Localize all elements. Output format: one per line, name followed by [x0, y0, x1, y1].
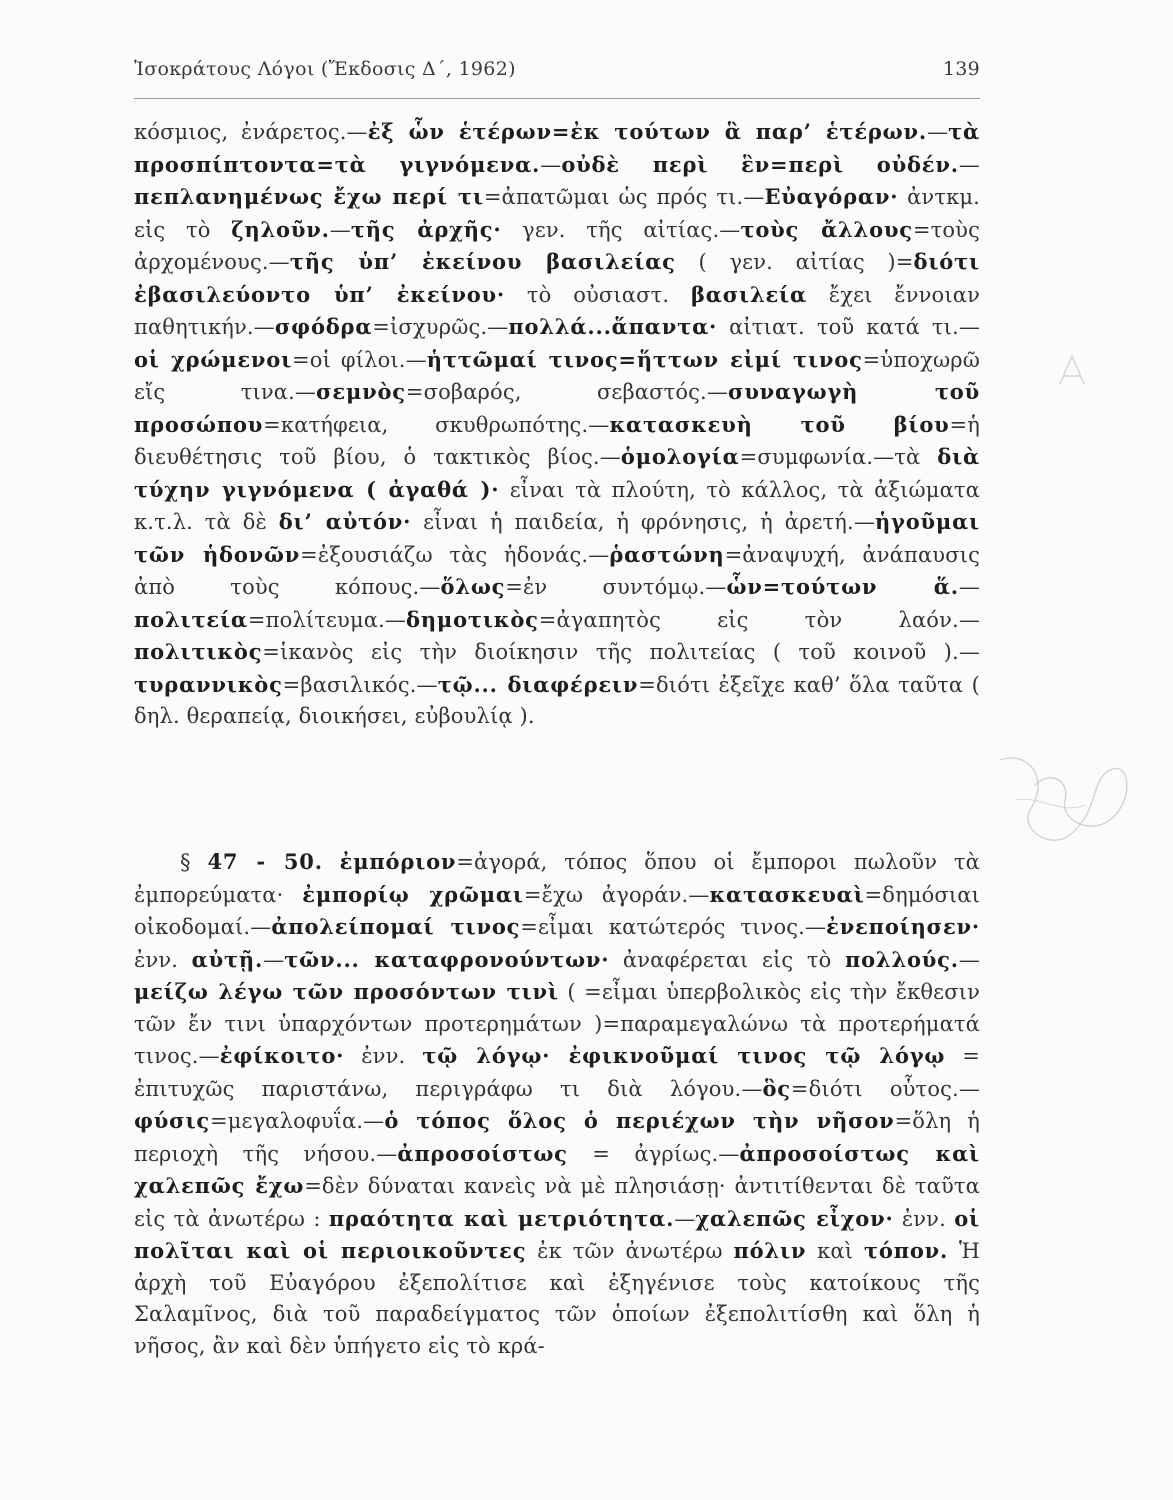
lemma: πολιτικὸς	[134, 639, 263, 664]
commentary-paragraph-2	[134, 846, 980, 1362]
gloss-text	[323, 850, 340, 874]
lemma: κατασκευαὶ	[709, 881, 865, 907]
lemma: οἱ χρώμενοι	[134, 346, 293, 372]
gloss-text: =ἀναψυχή, ἀνάπαυσις ἀπὸ τοὺς κόπους.—	[134, 542, 980, 599]
gloss-text: εἶναι τὰ πλούτη, τὸ κάλλος, τὰ ἀξιώματα κ.τ.λ. τὰ δὲ	[134, 477, 980, 534]
lemma: μείζω λέγω τῶν προσόντων τινὶ	[134, 979, 559, 1004]
lemma: ἐμπορίῳ χρῶμαι	[302, 881, 524, 907]
lemma: ἐνεποίησεν·	[826, 914, 980, 939]
gloss-text: =μεγαλοφυΐα.—	[210, 1109, 385, 1133]
gloss-text: =ὅλη ἡ περιοχὴ τῆς νήσου.—	[134, 1109, 980, 1166]
gloss-text: =διότι ἐξεῖχε καθ’ ὅλα ταῦτα ( δηλ. θεραπείᾳ, διοικήσει, εὐβουλίᾳ ).	[134, 672, 980, 728]
lemma: σεμνὸς	[316, 379, 406, 404]
gloss-text: —	[674, 1206, 696, 1231]
lemma: διότι ἐβασιλεύοντο ὑπ’ ἐκείνου·	[134, 249, 980, 307]
lemma: πόλιν	[733, 1238, 807, 1263]
gloss-text: =κατήφεια, σκυθρωπότης.—	[263, 412, 610, 437]
gloss-text: =ἡ διευθέτησις τοῦ βίου, ὁ τακτικὸς βίος.—	[134, 412, 980, 469]
gloss-text: καὶ	[806, 1239, 864, 1263]
gloss-text: —	[329, 217, 351, 242]
gloss-text: = ἐπιτυχῶς παριστάνω, περιγράφω τι διὰ λόγου.—	[134, 1044, 980, 1101]
lemma: Εὐαγόραν·	[764, 184, 899, 209]
gloss-text: —	[958, 575, 980, 599]
gloss-text: =συμφωνία.—τὰ	[739, 445, 938, 469]
lemma: πολλούς.	[844, 946, 959, 972]
lemma: ὃς	[762, 1075, 791, 1101]
gloss-text: ἐνν.	[344, 1044, 423, 1068]
gloss-text: ἐκ τῶν ἀνωτέρω	[526, 1239, 734, 1263]
lemma: ὅλως	[440, 574, 506, 599]
gloss-text: =ὑποχωρῶ εἴς τινα.—	[134, 347, 980, 404]
lemma: χαλεπῶς εἶχον·	[695, 1205, 894, 1231]
lemma: τὰ προσπίπτοντα=τὰ γιγνόμενα.	[134, 119, 980, 177]
gloss-text: ἔχει ἔννοιαν παθητικήν.—	[134, 282, 980, 339]
lemma: συναγωγὴ τοῦ προσώπου	[134, 379, 980, 437]
lemma: πολλά...ἅπαντα·	[508, 314, 718, 339]
lemma: ζηλοῦν.	[231, 216, 330, 242]
gloss-text: =βασιλικός.—	[282, 672, 438, 697]
lemma: φύσις	[134, 1108, 211, 1133]
header-title: Ἰσοκράτους Λόγοι (Ἔκδοσις Δ΄, 1962)	[134, 58, 516, 80]
gloss-text: =ἔχω ἀγοράν.—	[523, 882, 710, 907]
gloss-text: —	[958, 152, 980, 177]
lemma: ἡττῶμαί τινος=ἥττων εἰμί τινος	[426, 346, 863, 372]
header-rule	[134, 98, 980, 99]
lemma: ἀπολείπομαί τινος	[271, 914, 521, 939]
gloss-text: εἶναι ἡ παιδεία, ἡ φρόνησις, ἡ ἀρετή.—	[411, 510, 875, 534]
gloss-text: =ἀγορά, τόπος ὅπου οἱ ἔμποροι πωλοῦν τὰ ἐμπορεύματα·	[134, 850, 981, 907]
lemma: τῶν... καταφρονούντων·	[284, 946, 610, 972]
gloss-text: ἀντκμ. εἰς τὸ	[134, 185, 981, 242]
lemma: πολιτεία	[134, 606, 248, 632]
lemma: τῷ λόγῳ· ἐφικνοῦμαί τινος τῷ λόγῳ	[422, 1043, 946, 1068]
gloss-text: —	[926, 120, 949, 144]
lemma: ῥαστώνη	[609, 541, 725, 567]
lemma: διὰ τύχην γιγνόμενα ( ἀγαθά )·	[134, 444, 980, 502]
gloss-text: Ἡ ἀρχὴ τοῦ Εὐαγόρου ἐξεπολίτισε καὶ ἐξηγένισε τοὺς κατοίκους τῆς Σαλαμῖνος, διὰ τοῦ παραδείγματος τῶν ὁποίων ἐξεπολιτίσθη καὶ ὅλη ἡ νῆσος, ἂν καὶ δὲν ὑπήγετο εἰς τὸ κρά-	[134, 1239, 980, 1358]
gloss-text: ἐνν.	[134, 947, 192, 972]
lemma: τῆς ὑπ’ ἐκείνου βασιλείας	[289, 249, 676, 274]
gloss-text: =ἱκανὸς εἰς τὴν διοίκησιν τῆς πολιτείας ( τοῦ κοινοῦ ).—	[262, 640, 980, 664]
lemma: ἀπροσοίστως καὶ χαλεπῶς ἔχω	[134, 1140, 981, 1198]
gloss-text: τὸ οὐσιαστ.	[505, 282, 692, 307]
gloss-text: =οἱ φίλοι.—	[292, 347, 427, 372]
lemma: δημοτικὸς	[406, 606, 539, 632]
lemma: πεπλανημένως ἔχω περί τι	[134, 184, 484, 209]
commentary-paragraph-1	[134, 116, 980, 733]
gloss-text: =τοὺς ἀρχομένους.—	[134, 217, 980, 274]
lemma: ἀπροσοίστως	[397, 1140, 568, 1166]
gloss-text: =πολίτευμα.—	[247, 607, 407, 632]
lemma: τυραννικὸς	[134, 671, 283, 697]
lemma: ἐφίκοιτο·	[219, 1043, 345, 1068]
gloss-text: =ἀπατῶμαι ὡς πρός τι.—	[483, 185, 765, 209]
gloss-text: αἰτιατ. τοῦ κατά τι.—	[717, 315, 980, 339]
pencil-scribble-icon	[990, 740, 1140, 860]
lemma: κατασκευὴ τοῦ βίου	[609, 411, 950, 437]
gloss-text: γεν. τῆς αἰτίας.—	[501, 217, 741, 242]
gloss-text: =εἶμαι κατώτερός τινος.—	[520, 915, 827, 939]
lemma: δι’ αὐτόν·	[278, 509, 412, 534]
lemma: τῆς ἀρχῆς·	[350, 216, 502, 242]
lemma: βασιλεία	[691, 281, 807, 307]
gloss-text: ( γεν. αἰτίας )=	[675, 250, 914, 274]
lemma: ὧν=τούτων ἅ.	[726, 574, 959, 599]
gloss-text: =ἐξουσιάζω τὰς ἡδονάς.—	[300, 542, 610, 567]
lemma: τοὺς ἄλλους	[740, 216, 913, 242]
lemma: ἡγοῦμαι τῶν ἡδονῶν	[134, 509, 980, 567]
pencil-mark-icon	[1052, 350, 1092, 390]
gloss-text: =δὲν δύναται κανεὶς νὰ μὲ πλησιάσῃ· ἀντιτίθενται δὲ ταῦτα εἰς τὰ ἀνωτέρω :	[134, 1174, 980, 1231]
gloss-text: §	[180, 850, 208, 874]
gloss-text: =ἐν συντόμῳ.—	[505, 575, 727, 599]
gloss-text: =διότι οὗτος.—	[790, 1076, 980, 1101]
gloss-text: —	[263, 947, 285, 972]
lemma: τόπον.	[863, 1238, 949, 1263]
gloss-text: =δημόσιαι οἰκοδομαί.—	[134, 882, 980, 939]
lemma: οἱ πολῖται καὶ οἱ περιοικοῦντες	[134, 1205, 980, 1263]
gloss-text: κόσμιος, ἐνάρετος.—	[134, 120, 368, 144]
gloss-text: —	[958, 947, 980, 972]
lemma: τῷ... διαφέρειν	[437, 671, 639, 697]
gloss-text: ( =εἶμαι ὑπερβολικὸς εἰς τὴν ἔκθεσιν τῶν ἔν τινι ὑπαρχόντων προτερημάτων )=παραμεγαλώνω τὰ προτερήματά τινος.—	[134, 980, 980, 1068]
gloss-text: = ἀγρίως.—	[567, 1141, 740, 1166]
lemma: 47 - 50.	[207, 849, 323, 874]
lemma: σφόδρα	[274, 314, 373, 339]
gloss-text: ἀναφέρεται εἰς τὸ	[609, 947, 845, 972]
gloss-text: =ἀγαπητὸς εἰς τὸν λαόν.—	[538, 607, 980, 632]
lemma: οὐδὲ περὶ ἓν=περὶ οὐδέν.	[561, 151, 959, 177]
gloss-text: =σοβαρός, σεβαστός.—	[405, 380, 729, 404]
lemma: ἐξ ὧν ἑτέρων=ἐκ τούτων ἃ παρ’ ἑτέρων.	[367, 119, 927, 144]
gloss-text: =ἰσχυρῶς.—	[372, 315, 509, 339]
running-header	[134, 58, 980, 80]
lemma: αὐτῇ.	[191, 946, 264, 972]
gloss-text: —	[540, 152, 562, 177]
page-number: 139	[942, 58, 980, 80]
lemma: ὁ τόπος ὅλος ὁ περιέχων τὴν νῆσον	[384, 1108, 895, 1133]
gloss-text: ἐνν.	[893, 1206, 955, 1231]
lemma: πραότητα καὶ μετριότητα.	[328, 1205, 675, 1231]
lemma: ὁμολογία	[620, 444, 740, 469]
lemma: ἐμπόριον	[339, 849, 457, 874]
